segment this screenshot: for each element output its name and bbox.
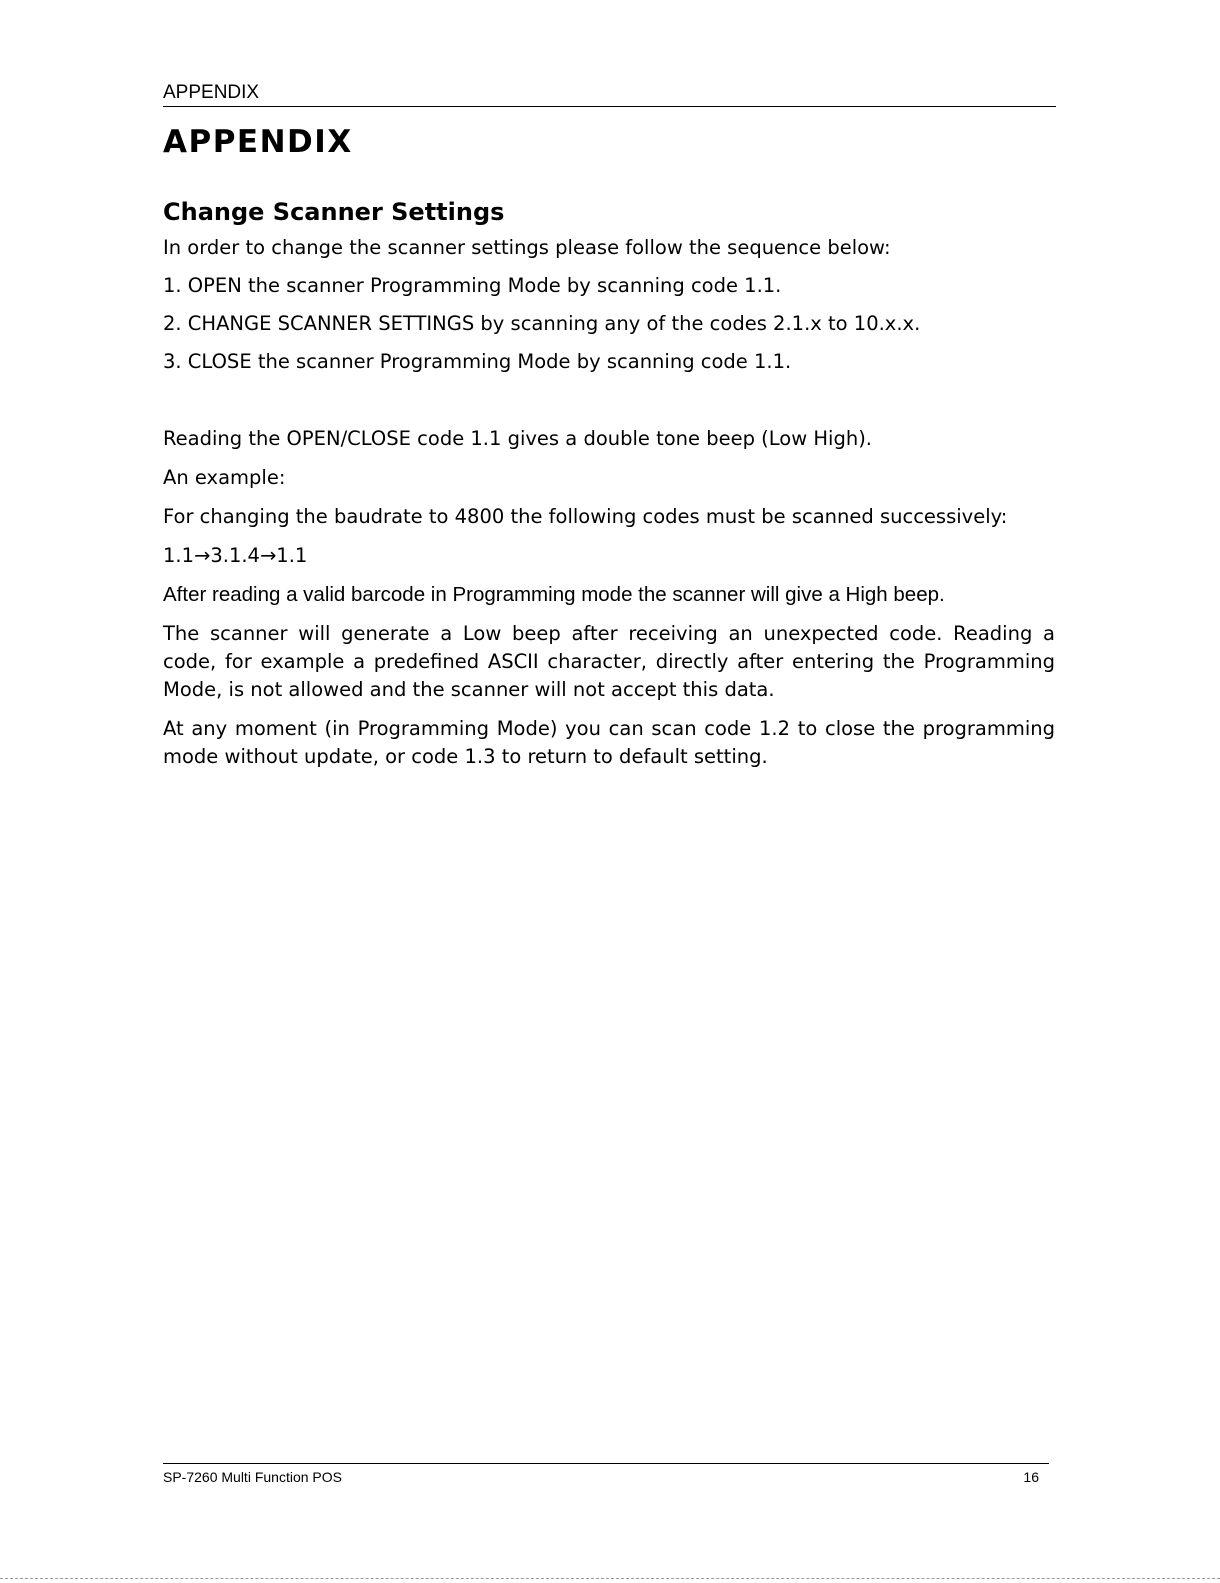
high-beep-paragraph: After reading a valid barcode in Programming mode the scanner will give a High beep.	[163, 583, 945, 606]
step-open: 1. OPEN the scanner Programming Mode by scanning code 1.1.	[163, 274, 782, 297]
code-sequence: 1.1→3.1.4→1.1	[163, 544, 308, 567]
section-heading: Change Scanner Settings	[163, 198, 505, 226]
running-header: APPENDIX	[163, 80, 1056, 107]
page-footer	[163, 1463, 1049, 1486]
page-bottom-edge	[0, 1578, 1220, 1579]
double-tone-paragraph: Reading the OPEN/CLOSE code 1.1 gives a double tone beep (Low High).	[163, 427, 873, 450]
footer-product-name: SP-7260 Multi Function POS	[163, 1469, 342, 1485]
low-beep-paragraph: The scanner will generate a Low beep after receiving an unexpected code. Reading a code, for example a predefined ASCII character, directly after entering the Programming Mode, is not allowed and the scanner will not accept this data.	[163, 622, 1055, 701]
page-content	[163, 120, 1055, 771]
intro-paragraph: In order to change the scanner settings please follow the sequence below:	[163, 236, 891, 259]
page-title: APPENDIX	[163, 124, 353, 160]
baudrate-paragraph: For changing the baudrate to 4800 the following codes must be scanned successively:	[163, 505, 1008, 528]
example-label: An example:	[163, 466, 286, 489]
step-close: 3. CLOSE the scanner Programming Mode by scanning code 1.1.	[163, 350, 792, 373]
step-change: 2. CHANGE SCANNER SETTINGS by scanning any of the codes 2.1.x to 10.x.x.	[163, 312, 921, 335]
any-moment-paragraph: At any moment (in Programming Mode) you can scan code 1.2 to close the programming mode without update, or code 1.3 to return to default setting.	[163, 717, 1055, 768]
page-number: 16	[1023, 1469, 1039, 1485]
